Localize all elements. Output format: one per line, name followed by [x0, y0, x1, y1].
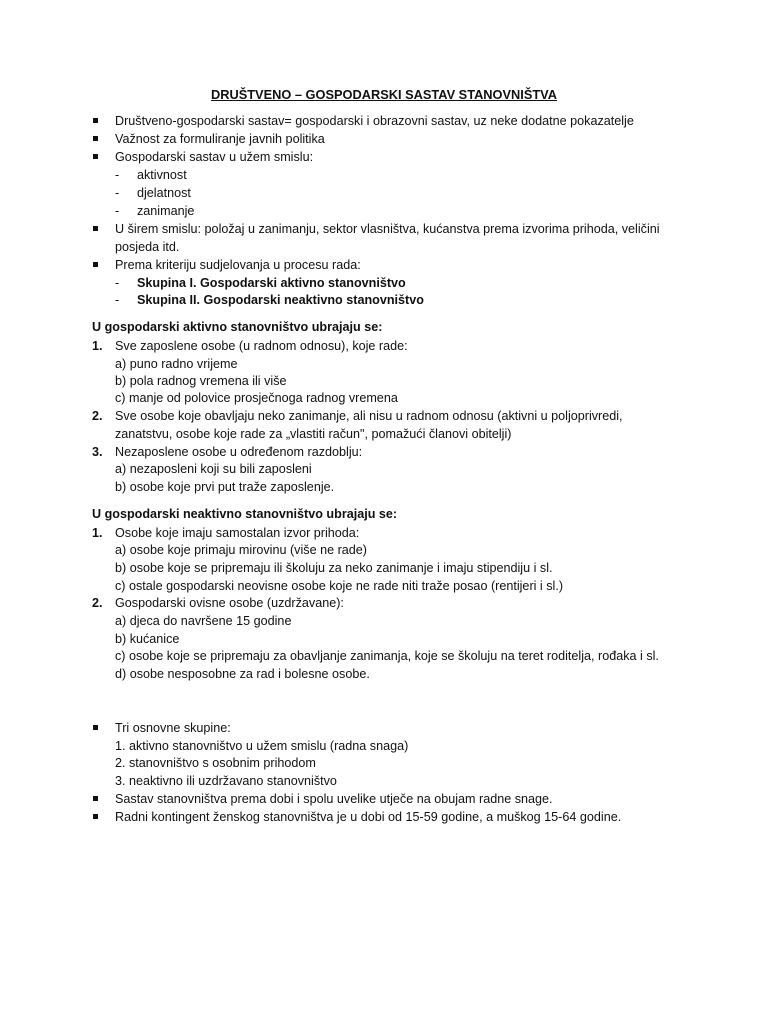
bullet-square-icon: [93, 118, 98, 123]
number-marker: 3.: [92, 445, 103, 459]
inactive-item-1c: c) ostale gospodarski neovisne osobe koje ne rade niti traže posao (rentijeri i sl.): [115, 579, 564, 593]
sub-item-aktivnost: aktivnost: [137, 168, 187, 182]
group-two: Skupina II. Gospodarski neaktivno stanovništvo: [137, 293, 424, 307]
intro-bullet-4-line-1: U širem smislu: položaj u zanimanju, sektor vlasništva, kućanstva prema izvorima prihoda, veličini: [115, 222, 660, 236]
inactive-item-2c: c) osobe koje se pripremaju za obavljanje zanimanja, koje se školuju na teret roditelja, rođaka i sl.: [115, 649, 659, 663]
number-marker: 1.: [92, 339, 103, 353]
active-item-2-line-1: Sve osobe koje obavljaju neko zanimanje, ali nisu u radnom odnosu (aktivni u poljoprivredi,: [115, 409, 623, 423]
dash-marker: -: [115, 204, 120, 218]
bullet-square-icon: [93, 814, 98, 819]
active-item-1: Sve zaposlene osobe (u radnom odnosu), koje rade:: [115, 339, 408, 353]
number-marker: 2.: [92, 596, 103, 610]
intro-bullet-2: Važnost za formuliranje javnih politika: [115, 132, 325, 146]
document-title: DRUŠTVENO – GOSPODARSKI SASTAV STANOVNIŠTVA: [210, 87, 558, 102]
summary-bullet-2: Sastav stanovništva prema dobi i spolu uvelike utječe na obujam radne snage.: [115, 792, 553, 806]
bullet-square-icon: [93, 262, 98, 267]
intro-bullet-5: Prema kriteriju sudjelovanja u procesu rada:: [115, 258, 361, 272]
summary-sub-3: 3. neaktivno ili uzdržavano stanovništvo: [115, 774, 337, 788]
intro-bullet-3: Gospodarski sastav u užem smislu:: [115, 150, 314, 164]
bullet-square-icon: [93, 725, 98, 730]
active-item-1a: a) puno radno vrijeme: [115, 357, 238, 371]
number-marker: 1.: [92, 526, 103, 540]
dash-marker: -: [115, 293, 120, 307]
active-item-1c: c) manje od polovice prosječnoga radnog vremena: [115, 391, 398, 405]
bullet-square-icon: [93, 154, 98, 159]
dash-marker: -: [115, 168, 120, 182]
summary-bullet-1: Tri osnovne skupine:: [115, 721, 231, 735]
dash-marker: -: [115, 186, 120, 200]
active-item-3b: b) osobe koje prvi put traže zaposlenje.: [115, 480, 335, 494]
bullet-square-icon: [93, 136, 98, 141]
intro-bullet-4-line-2: posjeda itd.: [115, 240, 180, 254]
sub-item-djelatnost: djelatnost: [137, 186, 191, 200]
inactive-item-1: Osobe koje imaju samostalan izvor prihoda:: [115, 526, 360, 540]
active-section-heading: U gospodarski aktivno stanovništvo ubrajaju se:: [92, 320, 383, 334]
active-item-1b: b) pola radnog vremena ili više: [115, 374, 287, 388]
number-marker: 2.: [92, 409, 103, 423]
active-item-2-line-2: zanatstvu, osobe koje rade za „vlastiti račun", pomažući članovi obitelji): [115, 427, 512, 441]
bullet-square-icon: [93, 796, 98, 801]
inactive-section-heading: U gospodarski neaktivno stanovništvo ubrajaju se:: [92, 507, 398, 521]
bullet-square-icon: [93, 226, 98, 231]
summary-sub-2: 2. stanovništvo s osobnim prihodom: [115, 756, 316, 770]
active-item-3a: a) nezaposleni koji su bili zaposleni: [115, 462, 312, 476]
inactive-item-2a: a) djeca do navršene 15 godine: [115, 614, 292, 628]
dash-marker: -: [115, 276, 120, 290]
summary-bullet-3: Radni kontingent ženskog stanovništva je u dobi od 15-59 godine, a muškog 15-64 godine.: [115, 810, 622, 824]
summary-sub-1: 1. aktivno stanovništvo u užem smislu (radna snaga): [115, 739, 409, 753]
active-item-3: Nezaposlene osobe u određenom razdoblju:: [115, 445, 363, 459]
sub-item-zanimanje: zanimanje: [137, 204, 195, 218]
intro-bullet-1: Društveno-gospodarski sastav= gospodarski i obrazovni sastav, uz neke dodatne pokazatelje: [115, 114, 634, 128]
inactive-item-2b: b) kućanice: [115, 632, 180, 646]
inactive-item-1b: b) osobe koje se pripremaju ili školuju za neko zanimanje i imaju stipendiju i sl.: [115, 561, 553, 575]
inactive-item-2d: d) osobe nesposobne za rad i bolesne osobe.: [115, 667, 370, 681]
inactive-item-1a: a) osobe koje primaju mirovinu (više ne rade): [115, 543, 367, 557]
inactive-item-2: Gospodarski ovisne osobe (uzdržavane):: [115, 596, 344, 610]
group-one: Skupina I. Gospodarski aktivno stanovništvo: [137, 276, 406, 290]
